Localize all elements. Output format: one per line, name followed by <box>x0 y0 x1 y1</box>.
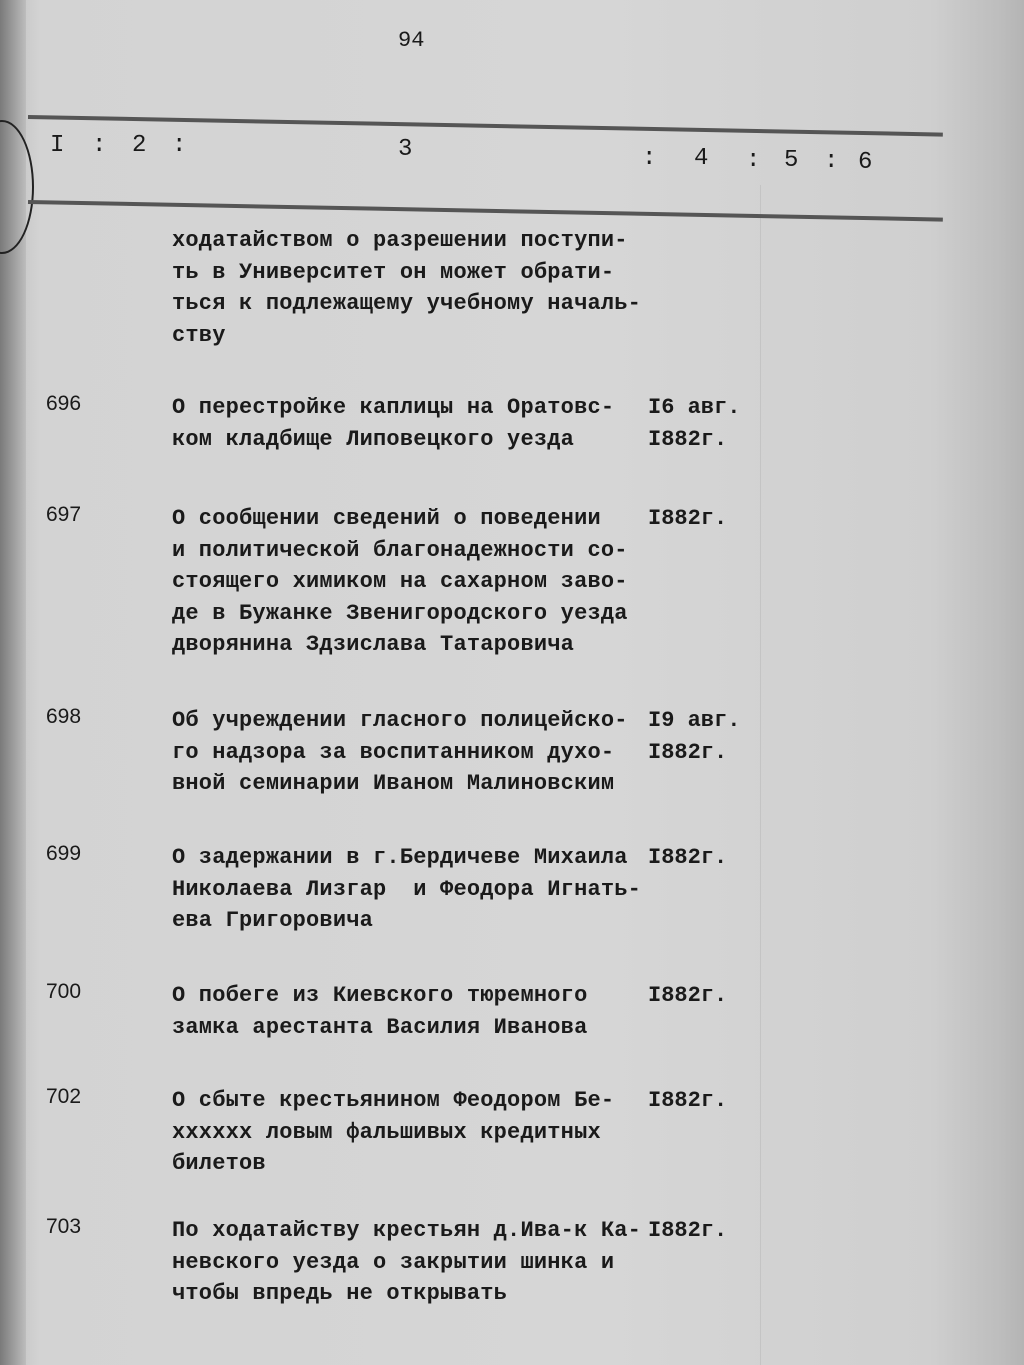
entry-date <box>648 842 727 874</box>
col-header-2: 2 <box>132 132 151 159</box>
text-line: О сообщении сведений о поведении <box>172 506 601 531</box>
col-header-5: 5 <box>784 147 803 174</box>
date-line: I882г. <box>648 506 728 531</box>
date-line: I882г. <box>648 1218 728 1243</box>
entry-text <box>172 1085 652 1180</box>
col-separator: : <box>746 147 765 174</box>
entry-date <box>648 392 740 455</box>
col-separator: : <box>92 132 111 159</box>
entry-date <box>648 705 740 768</box>
text-line: де в Бужанке Звенигородского уезда <box>172 600 628 626</box>
page-number: 94 <box>398 28 425 53</box>
entry-date <box>648 1085 727 1117</box>
col-separator: : <box>172 132 191 159</box>
text-line: ком кладбище Липовецкого уезда <box>172 426 575 452</box>
entry-date <box>648 503 727 535</box>
text-line: Николаева Лизгар и Феодора Игнать- <box>172 876 642 902</box>
entry-number: 702 <box>46 1085 82 1108</box>
col-header-4: 4 <box>694 145 713 172</box>
entry-number: 700 <box>46 980 82 1003</box>
text-line: чтобы впредь не открывать <box>172 1281 508 1306</box>
bleed-through-column-line <box>760 185 761 1365</box>
entry-text <box>172 225 652 351</box>
entry-text <box>172 1215 652 1310</box>
entry-text <box>172 842 652 937</box>
col-header-1: I <box>50 132 69 159</box>
col-header-6: 6 <box>858 149 877 176</box>
text-line: вной семинарии Иваном Малиновским <box>172 771 615 796</box>
text-line: ть в Университет он может обрати- <box>172 259 615 285</box>
text-line: По ходатайству крестьян д.Ива-к Ка- <box>172 1218 642 1243</box>
entry-number: 698 <box>46 705 82 728</box>
entry-number: 699 <box>46 842 82 865</box>
text-line: стоящего химиком на сахарном заво- <box>172 569 628 594</box>
text-line: хххххх ловым фальшивых кредитных <box>172 1119 601 1145</box>
text-line: О побеге из Киевского тюремного <box>172 983 588 1008</box>
header-rule-top <box>28 115 943 137</box>
text-line: невского уезда о закрытии шинка и <box>172 1249 615 1275</box>
text-line: О задержании в г.Бердичеве Михаила <box>172 845 628 870</box>
entry-text <box>172 980 652 1043</box>
text-line: ться к подлежащему учебному началь- <box>172 291 642 316</box>
col-separator: : <box>642 145 661 172</box>
col-separator: : <box>824 148 843 175</box>
text-line: билетов <box>172 1151 266 1176</box>
entry-number: 703 <box>46 1215 82 1238</box>
text-line: Об учреждении гласного полицейско- <box>172 708 628 733</box>
binder-ring <box>0 120 34 254</box>
date-line: I882г. <box>648 1088 728 1113</box>
entry-date <box>648 980 727 1012</box>
date-line: I882г. <box>648 426 728 452</box>
date-line: I882г. <box>648 739 728 765</box>
entry-text <box>172 705 652 800</box>
entry-date <box>648 1215 727 1247</box>
text-line: и политической благонадежности со- <box>172 537 628 563</box>
entry-number: 697 <box>46 503 82 526</box>
text-line: го надзора за воспитанником духо- <box>172 739 615 765</box>
entry-text <box>172 503 652 661</box>
col-header-3: 3 <box>398 136 417 163</box>
date-line: I6 авг. <box>648 395 741 420</box>
text-line: О перестройке каплицы на Оратовс- <box>172 395 615 420</box>
date-line: I882г. <box>648 983 728 1008</box>
date-line: I882г. <box>648 845 728 870</box>
entry-text <box>172 392 652 455</box>
entry-number: 696 <box>46 392 82 415</box>
text-line: ходатайством о разрешении поступи- <box>172 228 628 253</box>
text-line: ева Григоровича <box>172 908 374 933</box>
text-line: замка арестанта Василия Иванова <box>172 1014 588 1040</box>
header-rule-bottom <box>28 200 943 222</box>
text-line: ству <box>172 322 226 348</box>
text-line: О сбыте крестьянином Феодором Бе- <box>172 1088 615 1113</box>
text-line: дворянина Здзислава Татаровича <box>172 632 575 657</box>
date-line: I9 авг. <box>648 708 741 733</box>
